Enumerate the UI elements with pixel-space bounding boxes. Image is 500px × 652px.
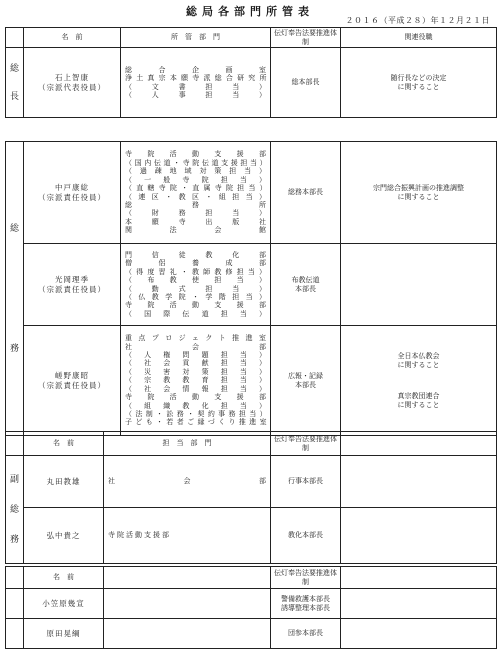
header-related: 関連役職 [341, 28, 497, 48]
row-harada: 原田晃綱 団参本部長 [6, 619, 497, 649]
main-table [5, 27, 497, 436]
header-row [6, 28, 497, 48]
other-table [5, 566, 497, 649]
person-name: 石上智康 [55, 72, 89, 82]
header-duty: 伝灯奉告法要推進体制 [271, 28, 341, 48]
document-date: ２０１６（平成２８）年１２月２１日 [345, 16, 490, 25]
spacer-row [6, 118, 497, 142]
vice-table [5, 431, 497, 564]
row-mitsuoka: 光岡理季 （宗派責任役員） 門信徒教化部 僧侶養成部 （得度習礼・教師教修担当） （布教使担当） （勤式担当） （仏教学院・学階担当） 寺院活動支援部 （国際伝道担当） 布教伝道 本部長 [6, 244, 497, 326]
row-maruta: 副 総 務 丸田教雄 社会部 行事本部長 [6, 456, 497, 508]
document-title: 総局各部門所管表 [186, 5, 314, 18]
row-sagano: 嵯野康昭 （宗派責任役員） 重点プロジェクト推進室 社会部 （人権問題担当） （社会貢献担当） （災害対策担当） （宗教教育担当） （社会情報担当） 寺院活動支援部 （組織教化担当） （法制・訟務・契約事務担当） 子ども・若者ご縁づくり推進室 広報・記録 本部長 全日本仏教会 に関すること 真宗教団連合 に関すること [6, 326, 497, 436]
header-name: 名 前 [24, 28, 121, 48]
row-ogasawara: 小笠原幾宣 警備救護本部長 誘導整理本部長 [6, 589, 497, 619]
row-ishigami: 総 長 石上智康 （宗派代表役員） 総合企画室 浄土真宗本願寺派総合研究所 （文書担当） （人事担当） 総本部長 随行長などの決定 に関すること [6, 48, 497, 118]
header-row: 名 前 担 当 部 門 伝灯奉告法要推進体制 [6, 432, 497, 456]
header-row: 名 前 伝灯奉告法要推進体制 [6, 567, 497, 589]
row-nakato: 総 務 中戸康総 （宗派責任役員） 寺院活動支援部 （国内伝道・寺院伝道支援担当） （過疎地域対策担当） （一般寺院担当） （直轄寺院・直属寺院担当） （連区・教区・組担当） 総務所 （財務担当） 本願寺出版社 関法会館 総務本部長 宗門総合振興計画の推進調整 に関すること [6, 142, 497, 244]
section-soumu: 総 務 [6, 142, 24, 436]
dept-list: 寺院活動支援部 （国内伝道・寺院伝道支援担当） （過疎地域対策担当） （一般寺院担当） （直轄寺院・直属寺院担当） （連区・教区・組担当） 総務所 （財務担当） 本願寺出版社 関法会館 [121, 142, 271, 244]
section-fuku: 副 総 務 [6, 456, 24, 564]
header-dept: 所 管 部 門 [121, 28, 271, 48]
dept-list: 門信徒教化部 僧侶養成部 （得度習礼・教師教修担当） （布教使担当） （勤式担当） （仏教学院・学階担当） 寺院活動支援部 （国際伝道担当） [121, 244, 271, 326]
person-role: （宗派代表役員） [38, 82, 106, 92]
dept-list: 重点プロジェクト推進室 社会部 （人権問題担当） （社会貢献担当） （災害対策担当） （宗教教育担当） （社会情報担当） 寺院活動支援部 （組織教化担当） （法制・訟務・契約事務担当） 子ども・若者ご縁づくり推進室 [121, 326, 271, 436]
section-sochou: 総 長 [6, 48, 24, 118]
dept-list: 総合企画室 浄土真宗本願寺派総合研究所 （文書担当） （人事担当） [121, 48, 271, 118]
duty: 総本部長 [271, 48, 341, 118]
row-hironaka: 弘中貴之 寺院活動支援部 教化本部長 [6, 508, 497, 564]
